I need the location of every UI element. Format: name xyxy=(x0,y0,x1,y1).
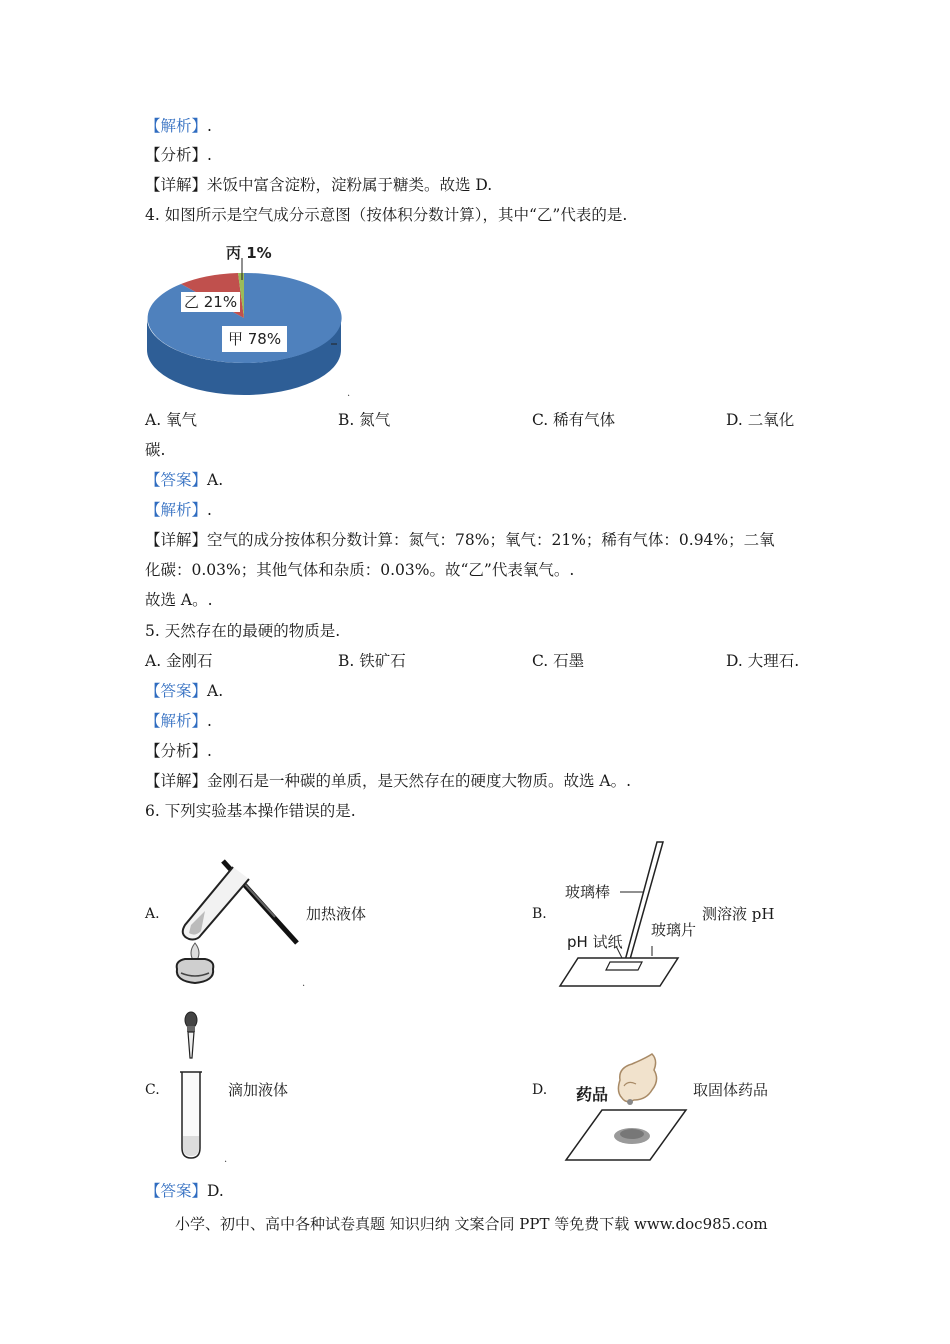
fenxi-line-1: 【分析】. xyxy=(145,146,212,164)
analysis-line-1 xyxy=(145,116,212,136)
answer-text: A. xyxy=(207,682,224,700)
label-glass-rod: 玻璃棒 xyxy=(565,883,611,901)
q5-fenxi: 【分析】. xyxy=(145,742,212,760)
question-4: 4. 如图所示是空气成分示意图（按体积分数计算），其中“乙”代表的是. xyxy=(145,206,628,224)
analysis-text: . xyxy=(207,501,212,519)
q6-option-b-text: 测溶液 pH xyxy=(702,905,775,923)
dropping-liquid-illustration xyxy=(178,1010,212,1165)
pie-label-bing: 丙 1% xyxy=(226,244,272,262)
analysis-tag: 【解析】 xyxy=(145,501,208,519)
label-reagent: 药品 xyxy=(576,1085,609,1104)
q6-option-d-letter: D. xyxy=(532,1082,548,1098)
q5-option-a: A. 金刚石 xyxy=(145,652,213,670)
q6-answer xyxy=(145,1181,224,1201)
q4-option-d: D. 二氧化 xyxy=(726,411,795,429)
q4-detail-2: 化碳：0.03%；其他气体和杂质：0.03%。故“乙”代表氧气。. xyxy=(145,561,575,579)
q6-option-b-letter: B. xyxy=(532,906,547,922)
q5-detail: 【详解】金刚石是一种碳的单质，是天然存在的硬度大物质。故选 A。. xyxy=(145,772,632,790)
q4-option-d-cont: 碳. xyxy=(145,441,166,459)
q5-analysis xyxy=(145,711,212,731)
heating-liquid-illustration xyxy=(165,855,305,990)
pie-label-yi: 乙 21% xyxy=(181,292,240,312)
answer-text: D. xyxy=(207,1182,224,1200)
question-6: 6. 下列实验基本操作错误的是. xyxy=(145,802,356,820)
q4-detail-1: 【详解】空气的成分按体积分数计算：氮气：78%；氧气：21%；稀有气体：0.94%；二氧 xyxy=(145,531,775,549)
q5-option-b: B. 铁矿石 xyxy=(338,652,406,670)
q5-option-d: D. 大理石. xyxy=(726,652,800,670)
answer-text: A. xyxy=(207,471,224,489)
analysis-text: . xyxy=(207,117,212,135)
q5-option-c: C. 石墨 xyxy=(532,652,585,670)
analysis-tag: 【解析】 xyxy=(145,117,208,135)
label-glass-plate: 玻璃片 xyxy=(651,921,697,939)
q6-option-c-text: 滴加液体 xyxy=(228,1081,289,1099)
label-ph-paper: pH 试纸 xyxy=(567,933,623,951)
solid-reagent-illustration xyxy=(562,1050,692,1162)
q4-option-b: B. 氮气 xyxy=(338,411,391,429)
page-footer: 小学、初中、高中各种试卷真题 知识归纳 文案合同 PPT 等免费下载 www.doc985.com xyxy=(175,1215,768,1233)
detail-line-1: 【详解】米饭中富含淀粉，淀粉属于糖类。故选 D. xyxy=(145,176,493,194)
ph-test-illustration xyxy=(560,838,690,988)
answer-tag: 【答案】 xyxy=(145,682,208,700)
q4-option-c: C. 稀有气体 xyxy=(532,411,616,429)
q4-detail-3: 故选 A。. xyxy=(145,591,213,609)
answer-tag: 【答案】 xyxy=(145,471,208,489)
q4-analysis xyxy=(145,500,212,520)
q6-option-a-text: 加热液体 xyxy=(306,905,367,923)
q4-answer xyxy=(145,470,223,490)
pie-dot: . xyxy=(347,388,351,399)
q5-answer xyxy=(145,681,223,701)
q6-c-dot: . xyxy=(224,1154,228,1165)
answer-tag: 【答案】 xyxy=(145,1182,208,1200)
q4-option-a: A. 氧气 xyxy=(145,411,198,429)
question-5: 5. 天然存在的最硬的物质是. xyxy=(145,622,341,640)
air-composition-pie-chart xyxy=(145,240,355,405)
q6-option-c-letter: C. xyxy=(145,1082,160,1098)
analysis-tag: 【解析】 xyxy=(145,712,208,730)
q6-a-dot: . xyxy=(302,978,306,989)
pie-label-jia: 甲 78% xyxy=(222,326,287,352)
q6-option-a-letter: A. xyxy=(145,906,160,922)
analysis-text: . xyxy=(207,712,212,730)
q6-option-d-text: 取固体药品 xyxy=(693,1081,769,1099)
